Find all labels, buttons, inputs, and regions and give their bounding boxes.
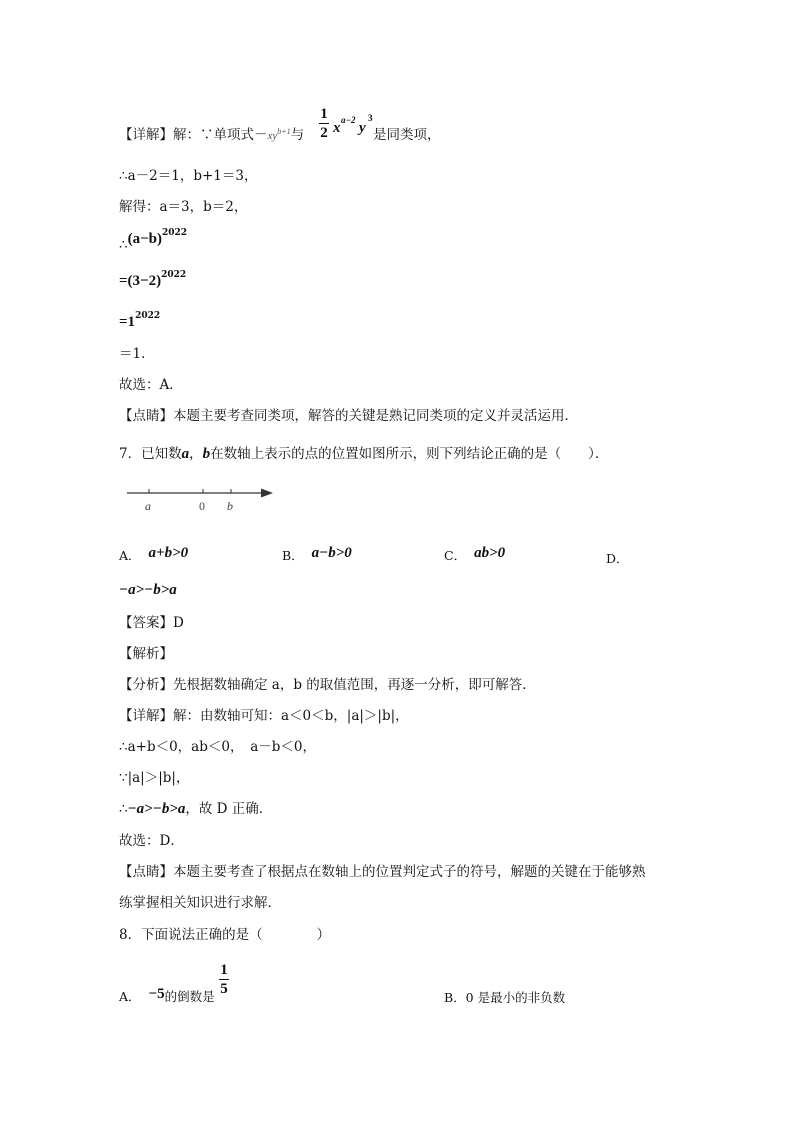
fraction-one-fifth <box>219 962 229 997</box>
q7-line-d <box>119 800 272 818</box>
option-b-expr: a−b>0 <box>311 545 352 561</box>
number-line <box>125 484 285 518</box>
option-c[interactable] <box>444 546 505 565</box>
q7-comment-2: 练掌握相关知识进行求解． <box>119 895 281 911</box>
like-terms-text: 是同类项， <box>373 127 441 143</box>
q7-stem <box>119 445 608 463</box>
number-line-arrow-icon <box>261 489 273 498</box>
mono2-y: y <box>359 120 366 136</box>
q8-option-a[interactable] <box>119 987 215 1006</box>
exp-2022-b: 2022 <box>161 270 187 280</box>
q6-choice: 故选：A． <box>119 377 183 393</box>
q7-analysis-tag: 【解析】 <box>119 646 173 662</box>
q6-line5 <box>119 272 186 292</box>
q6-line3: 解得：a＝3，b＝2， <box>119 199 248 215</box>
var-a: a <box>181 446 190 462</box>
q8-option-a-text: 的倒数是 <box>164 989 215 1004</box>
frac-den: 2 <box>320 125 328 141</box>
frac-bar-2 <box>219 979 229 980</box>
q6-line2: ∴a－2＝1，b+1＝3， <box>119 168 258 184</box>
option-c-expr: ab>0 <box>474 545 506 561</box>
q7-answer: 【答案】D <box>119 615 184 631</box>
therefore-symbol: ∴ <box>119 237 128 253</box>
q6-line7: ＝1． <box>119 346 155 362</box>
q7-line-c: ∵|a|＞|b|， <box>119 770 190 786</box>
q7-choice: 故选：D． <box>119 833 184 849</box>
option-c-label: C． <box>444 548 467 563</box>
q7-sep: ， <box>189 446 203 462</box>
q8-option-b[interactable]: B．0 是最小的非负数 <box>444 990 566 1005</box>
q6-line4 <box>119 228 188 253</box>
option-a-label: A． <box>119 548 141 563</box>
comment-text: 本题主要考查同类项，解答的关键是熟记同类项的定义并灵活运用． <box>173 408 578 424</box>
monomial-1-exponent: b+1 <box>277 127 291 136</box>
detail-tag: 【详解】 <box>119 127 173 143</box>
q7-line-b: ∴a+b＜0，ab＜0， a－b＜0， <box>119 739 316 755</box>
label-0: 0 <box>199 499 205 513</box>
frac-num-1: 1 <box>220 962 228 978</box>
label-a: a <box>145 499 151 513</box>
q7-stem-prefix: 7．已知数 <box>119 446 182 462</box>
q7-line-d-prefix: ∴ <box>119 801 128 817</box>
option-d-expr-line <box>119 582 177 599</box>
q8-option-a-expr: −5 <box>148 986 165 1002</box>
mono2-x: x <box>333 120 341 136</box>
label-b: b <box>227 499 233 513</box>
q7-line-d-suffix: ，故 D 正确． <box>185 801 273 817</box>
with-word: 与 <box>290 127 305 143</box>
detail-lead: 解：∵单项式－ <box>173 127 268 143</box>
expr-3-minus-2: =(3−2) <box>119 273 162 289</box>
option-a-expr: a+b>0 <box>148 545 189 561</box>
q8-option-a-label: A． <box>119 989 141 1004</box>
mono2-x-exponent: a−2 <box>341 115 356 125</box>
q8-stem: 8．下面说法正确的是（ ） <box>119 927 331 943</box>
option-d[interactable] <box>606 549 629 567</box>
q8-option-a-fraction <box>219 962 229 997</box>
option-d-expr: −a>−b>a <box>119 582 177 598</box>
frac-den-5: 5 <box>220 981 228 997</box>
frac-bar <box>319 123 329 124</box>
q7-detail: 【详解】解：由数轴可知：a＜0＜b，|a|＞|b|， <box>119 708 409 724</box>
q6-comment <box>119 407 578 425</box>
exp-2022-c: 2022 <box>135 311 161 321</box>
monomial-1: xy <box>267 130 278 142</box>
q7-stem-suffix: 在数轴上表示的点的位置如图所示，则下列结论正确的是（ ）． <box>210 446 609 462</box>
var-b: b <box>202 446 211 462</box>
expr-one: =1 <box>119 314 136 330</box>
expr-a-minus-b: (a−b) <box>127 231 162 247</box>
comment-tag: 【点睛】 <box>119 408 173 424</box>
mono2-y-exponent: 3 <box>368 113 373 123</box>
exp-2022-a: 2022 <box>161 228 188 238</box>
q6-detail-line <box>119 126 304 146</box>
q6-line6 <box>119 313 160 333</box>
q7-line-d-expr: −a>−b>a <box>127 801 186 817</box>
option-d-label: D． <box>606 551 629 566</box>
frac-num: 1 <box>320 106 328 122</box>
q7-analysis: 【分析】先根据数轴确定 a，b 的取值范围，再逐一分析，即可解答． <box>119 677 536 693</box>
option-a[interactable] <box>119 546 188 565</box>
option-b[interactable] <box>282 546 352 565</box>
q7-comment-1: 【点睛】本题主要考查了根据点在数轴上的位置判定式子的符号，解题的关键在于能够熟 <box>119 864 646 880</box>
option-b-label: B． <box>282 548 304 563</box>
fraction-one-half <box>319 106 329 141</box>
